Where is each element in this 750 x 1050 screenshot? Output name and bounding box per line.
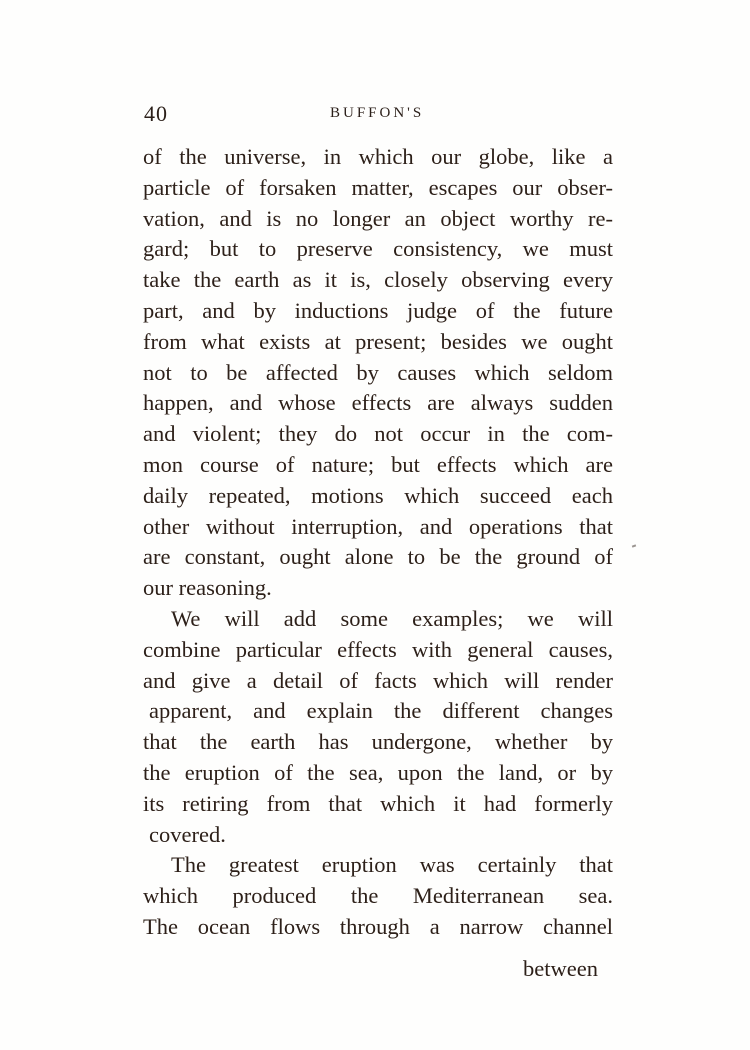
text-line: are constant, ought alone to be the ground of	[143, 544, 613, 570]
text-line: and violent; they do not occur in the com-	[143, 421, 613, 447]
text-line: The ocean flows through a narrow channel	[143, 913, 613, 939]
text-line: other without interruption, and operations that	[143, 513, 613, 539]
page-header	[144, 101, 444, 131]
text-line: gard; but to preserve consistency, we must	[143, 236, 613, 262]
text-line: daily repeated, motions which succeed each	[143, 482, 613, 508]
text-line: combine particular effects with general causes,	[143, 636, 613, 662]
running-head: BUFFON'S	[330, 105, 425, 121]
text-line: take the earth as it is, closely observing every	[143, 267, 613, 293]
ink-speck	[632, 544, 636, 547]
text-line: We will add some examples; we will	[171, 605, 613, 631]
text-line: covered.	[149, 821, 226, 847]
text-line: vation, and is no longer an object worthy re-	[143, 205, 613, 231]
text-line: its retiring from that which it had formerly	[143, 790, 613, 816]
text-line: from what exists at present; besides we ought	[143, 328, 613, 354]
paragraph	[143, 850, 613, 942]
text-line: not to be affected by causes which seldom	[143, 359, 613, 385]
paragraph	[143, 142, 613, 604]
text-line: our reasoning.	[143, 575, 272, 601]
text-line: part, and by inductions judge of the future	[143, 297, 613, 323]
text-line: and give a detail of facts which will render	[143, 667, 613, 693]
body-text	[143, 142, 613, 943]
text-line: of the universe, in which our globe, like a	[143, 144, 613, 169]
text-line: apparent, and explain the different changes	[149, 698, 613, 724]
page-number: 40	[144, 101, 168, 126]
text-line: the eruption of the sea, upon the land, or by	[143, 759, 613, 785]
paragraph	[143, 604, 613, 850]
text-line: particle of forsaken matter, escapes our obser-	[143, 174, 613, 200]
text-line: happen, and whose effects are always sudden	[143, 390, 613, 416]
catchword: between	[523, 956, 598, 981]
text-line: mon course of nature; but effects which are	[143, 451, 613, 477]
text-line: that the earth has undergone, whether by	[143, 729, 613, 755]
text-line: which produced the Mediterranean sea.	[143, 883, 613, 909]
text-line: The greatest eruption was certainly that	[171, 852, 613, 878]
